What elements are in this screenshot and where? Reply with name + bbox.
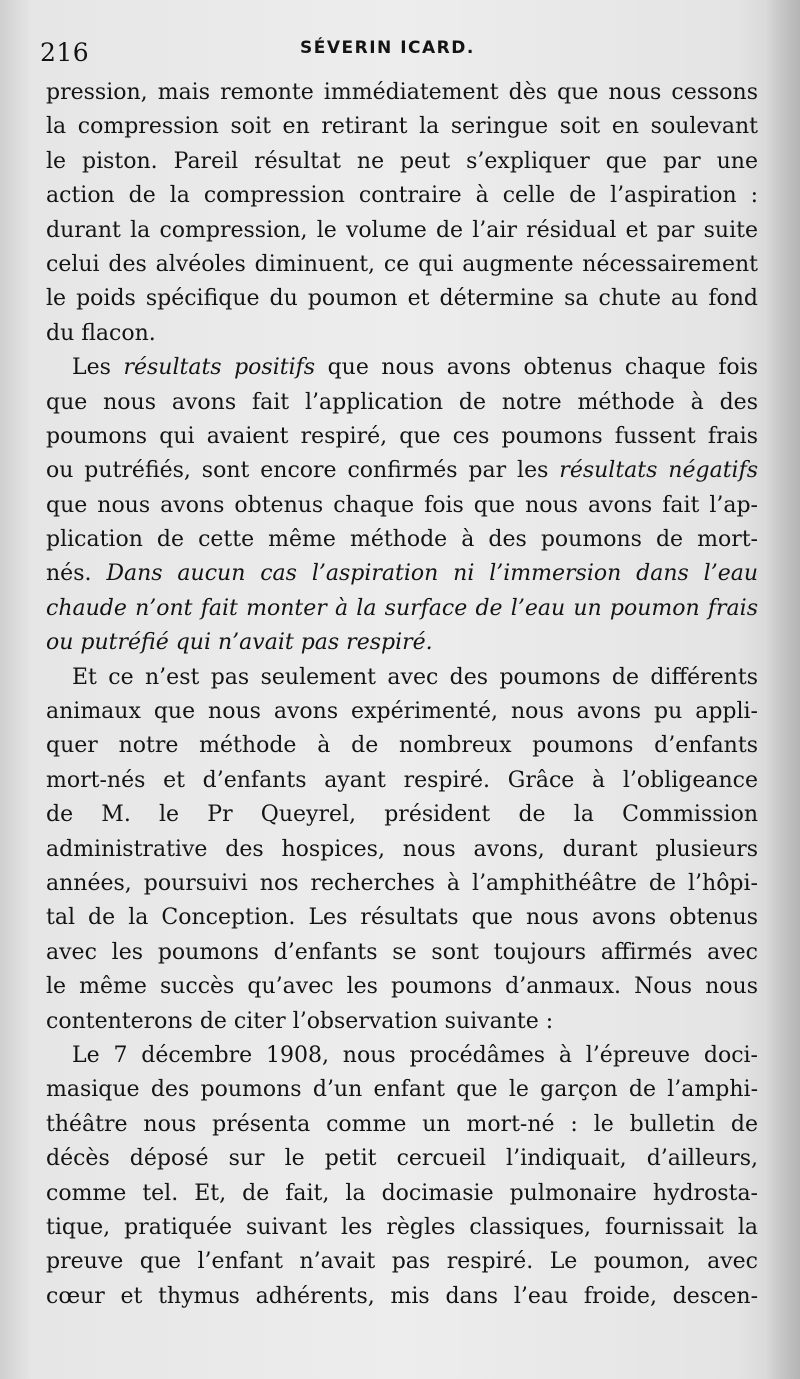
text-line — [46, 729, 758, 763]
text-line — [46, 1245, 758, 1279]
text-line — [46, 1108, 758, 1142]
text-line — [46, 523, 758, 557]
text-line — [46, 351, 758, 385]
text-segment: tique, pratiquée suivant les règles classiques, fournissait la — [46, 1214, 758, 1240]
running-head: SÉVERIN ICARD. — [300, 38, 475, 58]
text-segment: mort-nés et d’enfants ayant respiré. Grâce à l’obligeance — [46, 767, 758, 793]
text-line — [46, 867, 758, 901]
page-edge-shadow — [766, 0, 800, 1379]
text-segment: preuve que l’enfant n’avait pas respiré. Le poumon, avec — [46, 1249, 758, 1275]
text-line — [46, 386, 758, 420]
text-segment: Les — [72, 355, 124, 381]
text-segment: tal de la Conception. Les résultats que nous avons obtenus — [46, 905, 758, 931]
text-segment: Et ce n’est pas seulement avec des poumons de différents — [72, 664, 758, 690]
text-segment: pression, mais remonte immédiatement dès que nous cessons — [46, 80, 758, 105]
text-segment: animaux que nous avons expérimenté, nous avons pu appli- — [46, 699, 758, 725]
text-line — [46, 970, 758, 1004]
text-line — [46, 626, 758, 660]
text-line — [46, 489, 758, 523]
text-segment: que nous avons obtenus chaque fois — [315, 355, 758, 381]
text-line — [46, 798, 758, 832]
text-segment: ou putréfiés, sont encore confirmés par les — [46, 458, 560, 484]
text-segment: que nous avons fait l’application de notre méthode à des — [46, 389, 758, 415]
text-segment: que nous avons obtenus chaque fois que nous avons fait l’ap- — [46, 492, 758, 518]
italic-text: résultats négatifs — [559, 458, 758, 484]
text-line — [46, 248, 758, 282]
text-segment: de M. le Pr Queyrel, président de la Commission — [46, 802, 758, 828]
text-line — [46, 1039, 758, 1073]
text-line — [46, 76, 758, 110]
text-line — [46, 833, 758, 867]
text-segment: masique des poumons d’un enfant que le garçon de l’amphi- — [46, 1077, 758, 1103]
text-line — [46, 179, 758, 213]
text-segment: poumons qui avaient respiré, que ces poumons fussent frais — [46, 423, 758, 449]
text-segment: quer notre méthode à de nombreux poumons d’enfants — [46, 733, 758, 759]
text-segment: le même succès qu’avec les poumons d’anmaux. Nous nous — [46, 974, 758, 1000]
text-line — [46, 110, 758, 144]
text-line — [46, 454, 758, 488]
text-segment: la compression soit en retirant la seringue soit en soulevant — [46, 114, 758, 140]
text-line — [46, 1142, 758, 1176]
text-segment: décès déposé sur le petit cercueil l’indiquait, d’ailleurs, — [46, 1146, 758, 1172]
page-header — [40, 34, 756, 68]
text-segment: le piston. Pareil résultat ne peut s’expliquer que par une — [46, 148, 758, 174]
body-text — [46, 76, 758, 1314]
text-segment: celui des alvéoles diminuent, ce qui augmente nécessairement — [46, 251, 758, 277]
text-line — [46, 764, 758, 798]
text-line — [46, 592, 758, 626]
text-segment: du flacon. — [46, 320, 156, 346]
text-line — [46, 282, 758, 316]
text-segment: action de la compression contraire à celle de l’aspiration : — [46, 183, 758, 209]
text-segment: plication de cette même méthode à des poumons de mort- — [46, 527, 758, 553]
text-segment: avec les poumons d’enfants se sont toujours affirmés avec — [46, 939, 758, 965]
text-line — [46, 1073, 758, 1107]
text-line — [46, 936, 758, 970]
text-segment: Le 7 décembre 1908, nous procédâmes à l’épreuve doci- — [72, 1042, 758, 1068]
text-segment: cœur et thymus adhérents, mis dans l’eau froide, descen- — [46, 1283, 758, 1309]
text-line — [46, 1177, 758, 1211]
text-segment: contenterons de citer l’observation suivante : — [46, 1008, 554, 1034]
text-line — [46, 145, 758, 179]
text-segment: le poids spécifique du poumon et détermine sa chute au fond — [46, 286, 758, 312]
text-segment: théâtre nous présenta comme un mort-né : le bulletin de — [46, 1111, 758, 1137]
text-line — [46, 901, 758, 935]
italic-text: chaude n’ont fait monter à la surface de l’eau un poumon frais — [46, 595, 758, 621]
page-number: 216 — [40, 38, 90, 67]
italic-text: résultats positifs — [123, 355, 316, 381]
text-segment: administrative des hospices, nous avons, durant plusieurs — [46, 836, 758, 862]
text-line — [46, 557, 758, 591]
text-line — [46, 695, 758, 729]
text-line — [46, 214, 758, 248]
text-line — [46, 661, 758, 695]
text-line — [46, 1280, 758, 1314]
text-segment: années, poursuivi nos recherches à l’amphithéâtre de l’hôpi- — [46, 870, 758, 896]
italic-text: Dans aucun cas l’aspiration ni l’immersion dans l’eau — [106, 561, 758, 587]
text-segment: nés. — [46, 561, 107, 587]
text-line — [46, 1211, 758, 1245]
italic-text: ou putréfié qui n’avait pas respiré. — [46, 630, 433, 656]
text-line — [46, 317, 758, 351]
text-line — [46, 420, 758, 454]
text-line — [46, 1005, 758, 1039]
text-segment: durant la compression, le volume de l’air résidual et par suite — [46, 217, 758, 243]
text-segment: comme tel. Et, de fait, la docimasie pulmonaire hydrosta- — [46, 1180, 758, 1206]
